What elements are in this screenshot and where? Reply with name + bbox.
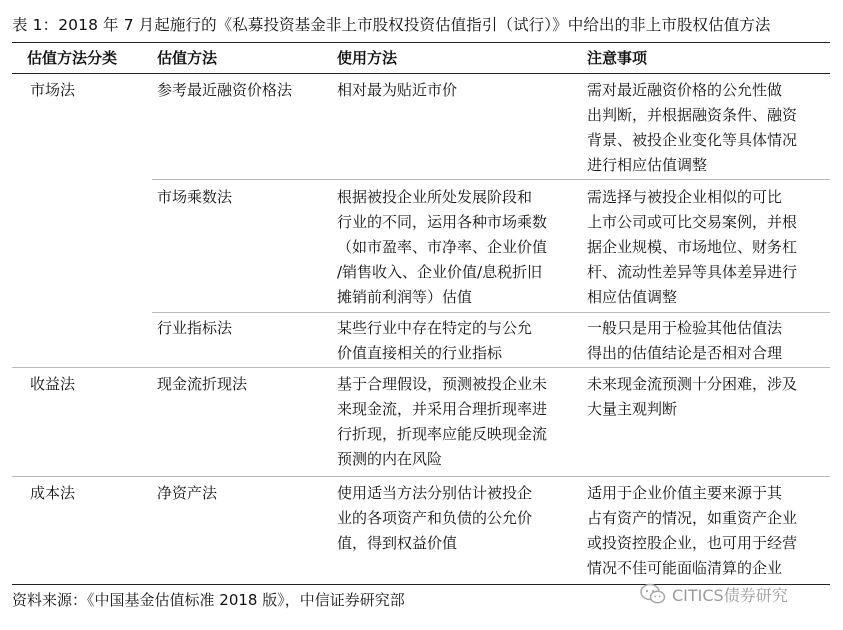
- row-0-method: 参考最近融资价格法: [157, 81, 293, 99]
- row-4-usage: 使用适当方法分别估计被投企 业的各项资产和负债的公允价 值，得到权益价值: [337, 484, 533, 552]
- header-usage: 使用方法: [337, 49, 398, 67]
- row-1-usage: 根据被投企业所处发展阶段和 行业的不同，运用各种市场乘数 （如市盈率、市净率、企业价值 /销售收入、企业价值/息税折旧 摊销前利润等）估值: [337, 188, 548, 306]
- row-3-category: 收益法: [30, 375, 76, 393]
- header-rule: [12, 73, 830, 74]
- row-4-notes: 适用于企业价值主要来源于其 占有资产的情况，如重资产企业 或投资控股企业，也可用于经营 情况不佳可能面临清算的企业: [587, 484, 798, 577]
- watermark: [640, 580, 788, 608]
- source-note: 资料来源：《中国基金估值标准 2018 版》，中信证券研究部: [12, 591, 405, 609]
- row-3-method: 现金流折现法: [157, 375, 248, 393]
- header-notes: 注意事项: [587, 49, 648, 67]
- row-2-usage: 某些行业中存在特定的与公允 价值直接相关的行业指标: [337, 319, 533, 362]
- row-2-notes: 一般只是用于检验其他估值法 得出的估值结论是否相对合理: [587, 319, 783, 362]
- watermark-text: CITICS债券研究: [672, 585, 788, 605]
- row-4-category: 成本法: [30, 484, 76, 502]
- header-method: 估值方法: [157, 49, 218, 67]
- row-separator: [12, 367, 830, 368]
- wechat-icon: [640, 583, 666, 605]
- table-title: 表 1：2018 年 7 月起施行的《私募投资基金非上市股权投资估值指引（试行）》中给出的非上市股权估值方法: [12, 16, 771, 34]
- row-4-method: 净资产法: [157, 484, 218, 502]
- row-separator: [12, 476, 830, 477]
- top-rule: [12, 42, 830, 43]
- row-separator: [152, 312, 830, 313]
- row-0-notes: 需对最近融资价格的公允性做 出判断，并根据融资条件、融资 背景、被投企业变化等具体情况 进行相应估值调整: [587, 81, 798, 174]
- row-separator: [152, 179, 830, 180]
- row-3-notes: 未来现金流预测十分困难，涉及 大量主观判断: [587, 375, 798, 418]
- row-3-usage: 基于合理假设，预测被投企业未 来现金流，并采用合理折现率进 行折现，折现率应能反映现金流 预测的内在风险: [337, 375, 548, 468]
- row-1-notes: 需选择与被投企业相似的可比 上市公司或可比交易案例，并根 据企业规模、市场地位、财务杠 杆、流动性差异等具体差异进行 相应估值调整: [587, 188, 798, 306]
- row-1-method: 市场乘数法: [157, 188, 233, 206]
- row-2-method: 行业指标法: [157, 319, 233, 337]
- header-category: 估值方法分类: [27, 49, 118, 67]
- row-0-category: 市场法: [30, 81, 76, 99]
- row-0-usage: 相对最为贴近市价: [337, 81, 458, 99]
